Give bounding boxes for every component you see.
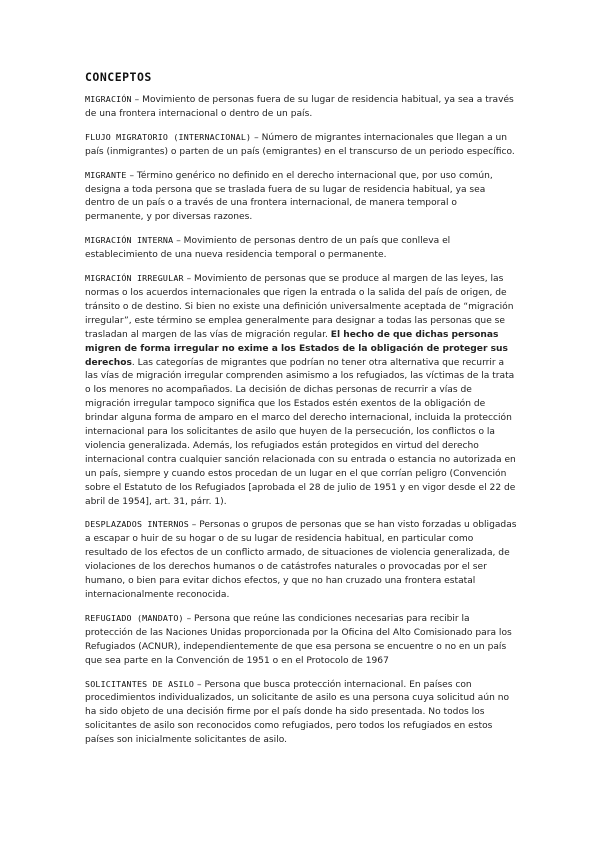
term-label: SOLICITANTES DE ASILO (85, 678, 195, 689)
term-label: MIGRACIÓN IRREGULAR (85, 273, 184, 284)
definition-text: – Término genérico no definido en el derecho internacional que, por uso común, designa a toda persona que se traslada fuera de su lugar de residencia habitual, ya sea dentro de un país o a través de una frontera internacional, de manera temporal o permanente, y por diversas razones. (85, 170, 493, 223)
definition-text: – Movimiento de personas que se produce al margen de las leyes, las normas o los acuerdos internacionales que rigen la entrada o la salida del país de origen, de tránsito o de destino. Si bien no existe una definición universalmente aceptada de “migración irregular”, este término se emplea generalmente para designar a todas las personas que se trasladan al margen de las vías de migración regular. (85, 274, 514, 340)
definition-text: – Personas o grupos de personas que se han visto forzadas u obligadas a escapar o huir de su hogar o de su lugar de residencia habitual, en particular como resultado de los efectos de un conflicto armado, de situaciones de violencia generalizada, de violaciones de los derechos humanos o de catástrofes naturales o provocadas por el ser humano, o bien para evitar dichos efectos, y que no han cruzado una frontera estatal internacionalmente reconocida. (85, 520, 517, 600)
definition-text: – Persona que busca protección internacional. En países con procedimientos individualizados, un solicitante de asilo es una persona cuya solicitud aún no ha sido objeto de una decisión firme por el país donde ha sido presentada. No todos los solicitantes de asilo son reconocidos como refugiados, pero todos los refugiados en estos países son inicialmente solicitantes de asilo. (85, 679, 510, 746)
term-label: MIGRACIÓN (85, 94, 132, 104)
term-label: MIGRACIÓN INTERNA (85, 235, 174, 246)
definition-text: – Movimiento de personas fuera de su lugar de residencia habitual, ya sea a través de una frontera internacional o dentro de un país. (85, 95, 514, 119)
definition-migrante (85, 169, 517, 226)
definition-flujo-migratorio (85, 131, 517, 160)
definition-text-continued: . Las categorías de migrantes que podrían no tener otra alternativa que recurrir a las vías de migración irregular comprenden asimismo a los refugiados, las víctimas de la trata o los menores no acompañados. La decisión de dichas personas de recurrir a vías de migración irregular tampoco significa que los Estados estén exentos de la obligación de brindar alguna forma de amparo en el marco del derecho internacional, incluida la protección internacional para los solicitantes de asilo que huyen de la persecución, los conflictos o la violencia generalizada. Además, los refugiados están protegidos en virtud del derecho internacional contra cualquier sanción relacionada con su entrada o estancia no autorizada en un país, siempre y cuando estos procedan de un lugar en el que corrían peligro (Convención sobre el Estatuto de los Refugiados [aprobada el 28 de julio de 1951 y en vigor desde el 22 de abril de 1954], art. 31, párr. 1). (85, 357, 516, 507)
definition-migracion-irregular (85, 272, 517, 509)
definition-refugiado (85, 612, 517, 669)
term-label: FLUJO MIGRATORIO (INTERNACIONAL) (85, 131, 252, 142)
term-label: MIGRANTE (85, 169, 127, 180)
definition-highlight: El hecho de que dichas personas migren de forma irregular no exime a los Estados de la obligación de proteger sus derechos (85, 329, 508, 368)
definition-text: – Persona que reúne las condiciones necesarias para recibir la protección de las Naciones Unidas proporcionada por la Oficina del Alto Comisionado para los Refugiados (ACNUR), independientemente de que esa persona se encuentre o no en un país que sea parte en la Convención de 1951 o en el Protocolo de 1967 (85, 613, 512, 666)
term-label: DESPLAZADOS INTERNOS (85, 519, 189, 530)
page-title: CONCEPTOS (85, 70, 152, 84)
definition-text: – Movimiento de personas dentro de un país que conlleva el establecimiento de una nueva residencia temporal o permanente. (85, 236, 451, 261)
definition-migracion-interna (85, 234, 517, 263)
definition-desplazados-internos (85, 518, 517, 602)
definition-solicitantes-de-asilo (85, 678, 517, 749)
definition-migracion (85, 93, 517, 122)
term-label: REFUGIADO (MANDATO) (85, 612, 184, 623)
definition-text: – Número de migrantes internacionales que llegan a un país (inmigrantes) o parten de un país (emigrantes) en el transcurso de un periodo específico. (85, 132, 515, 157)
